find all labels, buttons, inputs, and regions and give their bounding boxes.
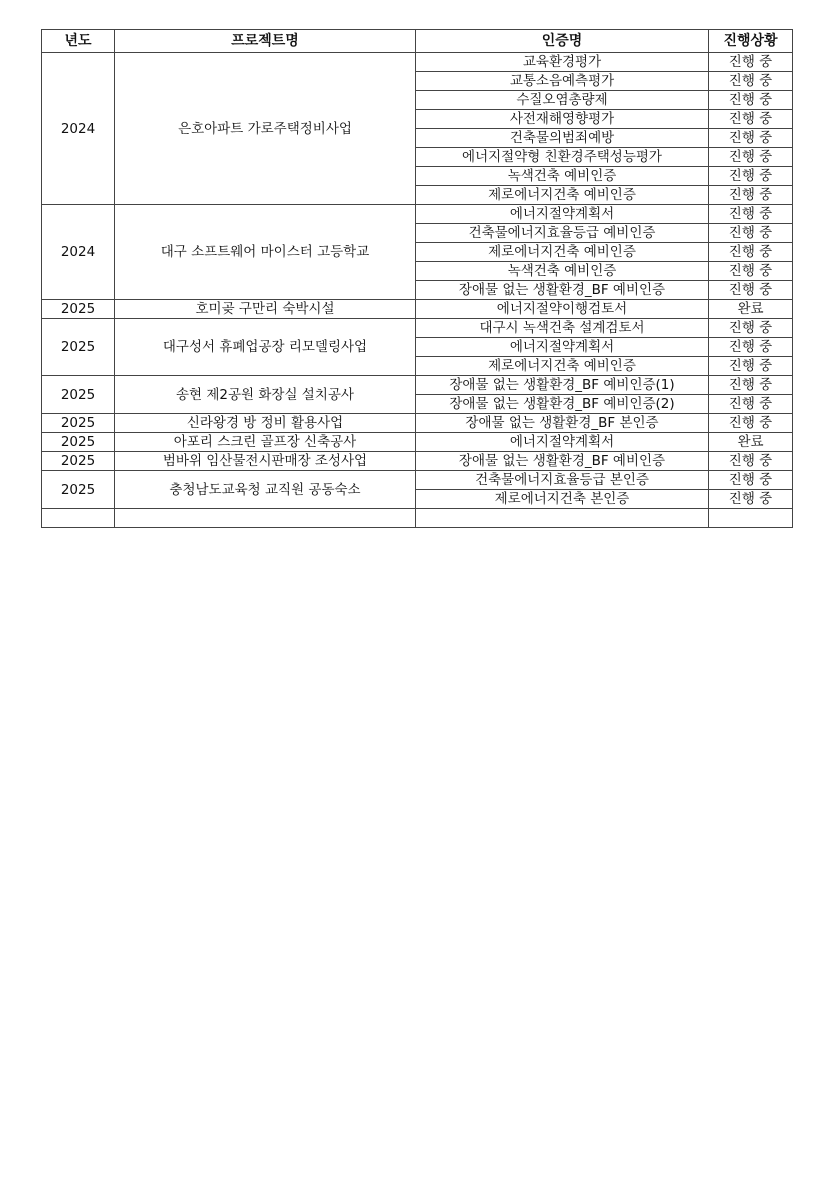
project-cell: 대구성서 휴폐업공장 리모델링사업 bbox=[115, 319, 416, 376]
cert-cell: 에너지절약이행검토서 bbox=[416, 300, 709, 319]
table-row bbox=[42, 53, 793, 72]
table-row bbox=[42, 433, 793, 452]
status-cell: 진행 중 bbox=[709, 395, 793, 414]
project-cell: 아포리 스크린 골프장 신축공사 bbox=[115, 433, 416, 452]
year-cell: 2024 bbox=[42, 53, 115, 205]
cert-cell: 건축물에너지효율등급 본인증 bbox=[416, 471, 709, 490]
table-row bbox=[42, 376, 793, 395]
cert-cell: 에너지절약계획서 bbox=[416, 433, 709, 452]
empty-cell bbox=[709, 509, 793, 528]
cert-cell: 에너지절약계획서 bbox=[416, 205, 709, 224]
cert-cell: 장애물 없는 생활환경_BF 예비인증(1) bbox=[416, 376, 709, 395]
table-row bbox=[42, 319, 793, 338]
table-body bbox=[42, 53, 793, 528]
header-cert: 인증명 bbox=[416, 30, 709, 53]
certification-table bbox=[41, 29, 793, 528]
table-row bbox=[42, 452, 793, 471]
cert-cell: 건축물의범죄예방 bbox=[416, 129, 709, 148]
status-cell: 진행 중 bbox=[709, 490, 793, 509]
project-cell: 호미곶 구만리 숙박시설 bbox=[115, 300, 416, 319]
status-cell: 진행 중 bbox=[709, 205, 793, 224]
status-cell: 진행 중 bbox=[709, 262, 793, 281]
cert-cell: 제로에너지건축 예비인증 bbox=[416, 186, 709, 205]
status-cell: 진행 중 bbox=[709, 129, 793, 148]
status-cell: 진행 중 bbox=[709, 186, 793, 205]
status-cell: 진행 중 bbox=[709, 471, 793, 490]
cert-cell: 제로에너지건축 예비인증 bbox=[416, 357, 709, 376]
cert-cell: 에너지절약계획서 bbox=[416, 338, 709, 357]
cert-cell: 교육환경평가 bbox=[416, 53, 709, 72]
empty-row bbox=[42, 509, 793, 528]
status-cell: 진행 중 bbox=[709, 319, 793, 338]
year-cell: 2025 bbox=[42, 471, 115, 509]
cert-cell: 수질오염총량제 bbox=[416, 91, 709, 110]
year-cell: 2025 bbox=[42, 414, 115, 433]
status-cell: 진행 중 bbox=[709, 91, 793, 110]
header-row bbox=[42, 30, 793, 53]
cert-cell: 제로에너지건축 예비인증 bbox=[416, 243, 709, 262]
status-cell: 진행 중 bbox=[709, 110, 793, 129]
cert-cell: 사전재해영향평가 bbox=[416, 110, 709, 129]
status-cell: 진행 중 bbox=[709, 281, 793, 300]
cert-cell: 장애물 없는 생활환경_BF 예비인증(2) bbox=[416, 395, 709, 414]
project-cell: 신라왕경 방 정비 활용사업 bbox=[115, 414, 416, 433]
table-row bbox=[42, 300, 793, 319]
year-cell: 2025 bbox=[42, 376, 115, 414]
status-cell: 진행 중 bbox=[709, 357, 793, 376]
project-cell: 대구 소프트웨어 마이스터 고등학교 bbox=[115, 205, 416, 300]
status-cell: 진행 중 bbox=[709, 452, 793, 471]
year-cell: 2025 bbox=[42, 433, 115, 452]
status-cell: 진행 중 bbox=[709, 414, 793, 433]
table-row bbox=[42, 471, 793, 490]
status-cell: 진행 중 bbox=[709, 148, 793, 167]
status-cell: 진행 중 bbox=[709, 338, 793, 357]
status-cell: 진행 중 bbox=[709, 376, 793, 395]
table-row bbox=[42, 205, 793, 224]
year-cell: 2024 bbox=[42, 205, 115, 300]
status-cell: 진행 중 bbox=[709, 243, 793, 262]
year-cell: 2025 bbox=[42, 300, 115, 319]
cert-cell: 녹색건축 예비인증 bbox=[416, 262, 709, 281]
cert-cell: 대구시 녹색건축 설계검토서 bbox=[416, 319, 709, 338]
status-cell: 완료 bbox=[709, 433, 793, 452]
cert-cell: 건축물에너지효율등급 예비인증 bbox=[416, 224, 709, 243]
cert-cell: 에너지절약형 친환경주택성능평가 bbox=[416, 148, 709, 167]
project-cell: 은호아파트 가로주택정비사업 bbox=[115, 53, 416, 205]
header-project: 프로젝트명 bbox=[115, 30, 416, 53]
project-cell: 범바위 임산물전시판매장 조성사업 bbox=[115, 452, 416, 471]
cert-cell: 녹색건축 예비인증 bbox=[416, 167, 709, 186]
project-cell: 송현 제2공원 화장실 설치공사 bbox=[115, 376, 416, 414]
cert-cell: 제로에너지건축 본인증 bbox=[416, 490, 709, 509]
status-cell: 진행 중 bbox=[709, 224, 793, 243]
project-cell: 충청남도교육청 교직원 공동숙소 bbox=[115, 471, 416, 509]
status-cell: 진행 중 bbox=[709, 167, 793, 186]
status-cell: 완료 bbox=[709, 300, 793, 319]
status-cell: 진행 중 bbox=[709, 53, 793, 72]
empty-cell bbox=[115, 509, 416, 528]
status-cell: 진행 중 bbox=[709, 72, 793, 91]
header-status: 진행상황 bbox=[709, 30, 793, 53]
empty-cell bbox=[416, 509, 709, 528]
cert-cell: 장애물 없는 생활환경_BF 예비인증 bbox=[416, 452, 709, 471]
year-cell: 2025 bbox=[42, 319, 115, 376]
cert-cell: 장애물 없는 생활환경_BF 예비인증 bbox=[416, 281, 709, 300]
table-row bbox=[42, 414, 793, 433]
empty-cell bbox=[42, 509, 115, 528]
cert-cell: 장애물 없는 생활환경_BF 본인증 bbox=[416, 414, 709, 433]
year-cell: 2025 bbox=[42, 452, 115, 471]
header-year: 년도 bbox=[42, 30, 115, 53]
cert-cell: 교통소음예측평가 bbox=[416, 72, 709, 91]
